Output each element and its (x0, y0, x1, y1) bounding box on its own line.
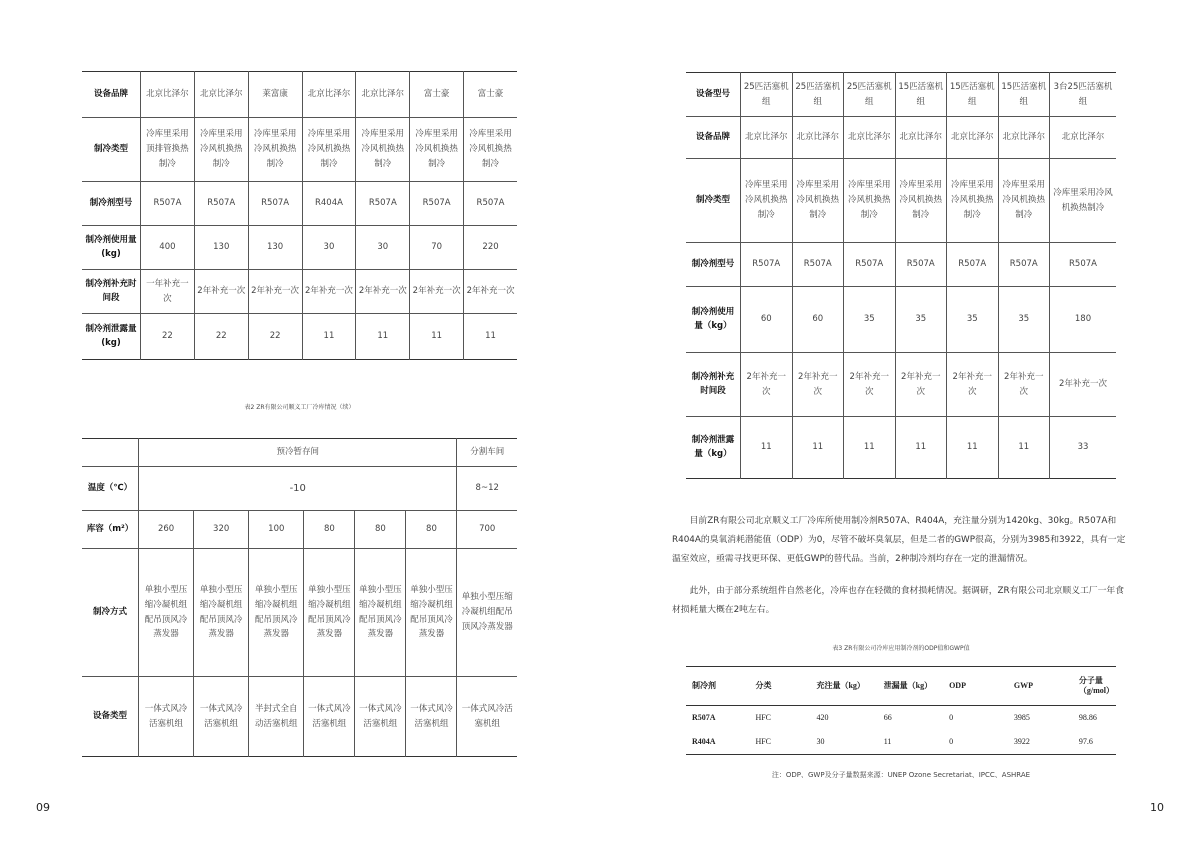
table-row (82, 118, 517, 182)
row-header: 设备型号 (695, 88, 730, 99)
table-cell: 北京比泽尔 (194, 72, 248, 118)
table-cell: 一体式风冷活塞机组 (304, 677, 355, 757)
column-header: ODP (943, 667, 1008, 706)
table-cell: 11 (895, 417, 947, 479)
table-cell: 单独小型压缩冷凝机组配吊顶风冷蒸发器 (355, 549, 406, 677)
table-cell: 30 (816, 737, 825, 746)
table-row (82, 226, 517, 270)
table-cell: 11 (464, 314, 517, 360)
table-caption: 表2 ZR有限公司顺义工厂冷库情况（续） (244, 404, 355, 411)
table-cell: 130 (248, 226, 302, 270)
table-row (82, 511, 517, 549)
table-cell: 22 (248, 314, 302, 360)
table-cell: 80 (355, 511, 406, 549)
table-cell: 冷库里采用冷风机换热制冷 (356, 118, 410, 182)
table-cell: 冷库里采用冷风机换热制冷 (947, 159, 999, 243)
table-cell: 60 (792, 287, 844, 353)
table-cell: R507A (947, 243, 999, 287)
table-row (686, 706, 1116, 731)
table-cell: 冷库里采用冷风机换热制冷 (998, 159, 1050, 243)
table-cell: 单独小型压缩冷凝机组配吊顶风冷蒸发器 (194, 549, 249, 677)
row-header: 设备类型 (82, 677, 139, 757)
table-cell: 11 (741, 417, 793, 479)
table-cell: 北京比泽尔 (141, 72, 195, 118)
table-cell: 富士豪 (464, 72, 517, 118)
table-cell: 一体式风冷活塞机组 (194, 677, 249, 757)
row-header: 制冷类型 (686, 159, 741, 243)
table-row (82, 467, 517, 511)
table-cell: 冷库里采用冷风机换热制冷 (248, 118, 302, 182)
column-header: 泄漏量（kg） (878, 667, 943, 706)
table-cell: 35 (895, 287, 947, 353)
table-cell: 66 (883, 713, 892, 722)
table-cell: 2年补充一次 (947, 353, 999, 417)
table-cell: 冷库里采用冷风机换热制冷 (741, 159, 793, 243)
table-cell: 11 (947, 417, 999, 479)
table-cell: 11 (844, 417, 896, 479)
row-header: 制冷类型 (82, 118, 141, 182)
table-cell: 莱富康 (248, 72, 302, 118)
table-cell: HFC (755, 713, 772, 722)
table-cell: 30 (302, 226, 356, 270)
table-cell: 2年补充一次 (1050, 353, 1117, 417)
page-number-right: 10 (1150, 801, 1164, 814)
table-cell: 15匹活塞机组 (947, 73, 999, 117)
table-cell: 北京比泽尔 (302, 72, 356, 118)
row-header: 制冷方式 (82, 549, 139, 677)
table-cell: 700 (457, 511, 517, 549)
table-cell: R507A (248, 182, 302, 226)
table-cell: 北京比泽尔 (998, 117, 1050, 159)
table-caption: 表3 ZR有限公司冷库应用制冷剂的ODP值和GWP值 (832, 645, 970, 652)
table-cell: 单独小型压缩冷凝机组配吊顶风冷蒸发器 (249, 549, 304, 677)
table-cell: 80 (304, 511, 355, 549)
table-cell: 260 (139, 511, 194, 549)
table-cell: 3台25匹活塞机组 (1050, 73, 1117, 117)
page-number-left: 09 (36, 801, 50, 814)
table-cell: R507A (692, 713, 716, 722)
table-cell: 220 (464, 226, 517, 270)
table-cell: 420 (816, 713, 829, 722)
table-cell: 一体式风冷活塞机组 (355, 677, 406, 757)
table-cell: 一体式风冷活塞机组 (406, 677, 457, 757)
refrigerant-table (686, 666, 1116, 755)
table-row (686, 73, 1116, 117)
table-cell: 2年补充一次 (844, 353, 896, 417)
table-cell: R507A (895, 243, 947, 287)
table-cell: 冷库里采用冷风机换热制冷 (792, 159, 844, 243)
table-cell: 22 (141, 314, 195, 360)
table-cell: 25匹活塞机组 (741, 73, 793, 117)
table-cell: 15匹活塞机组 (998, 73, 1050, 117)
table-cell: 单独小型压缩冷凝机组配吊顶风冷蒸发器 (457, 549, 517, 677)
row-header: 制冷剂泄露量(kg) (82, 314, 141, 360)
column-header: 充注量（kg） (810, 667, 877, 706)
table-cell: 30 (356, 226, 410, 270)
table-cell: 单独小型压缩冷凝机组配吊顶风冷蒸发器 (304, 549, 355, 677)
table-cell: 北京比泽尔 (947, 117, 999, 159)
table-cell: 25匹活塞机组 (792, 73, 844, 117)
table-cell: 11 (356, 314, 410, 360)
column-header: 分类 (749, 667, 810, 706)
table-cell: R507A (1050, 243, 1117, 287)
column-header: GWP (1008, 667, 1073, 706)
table-row (686, 730, 1116, 755)
table-cell: 22 (194, 314, 248, 360)
table-cell: R507A (844, 243, 896, 287)
table-cell: R507A (410, 182, 464, 226)
table-cell: 冷库里采用冷风机换热制冷 (302, 118, 356, 182)
equipment-table-3 (686, 72, 1116, 479)
table-cell: 25匹活塞机组 (844, 73, 896, 117)
table-cell: R507A (998, 243, 1050, 287)
table-cell: 冷库里采用冷风机换热制冷 (464, 118, 517, 182)
table-cell: 11 (998, 417, 1050, 479)
row-header: 制冷剂使用量(kg) (82, 226, 141, 270)
table-row (686, 117, 1116, 159)
table-cell: 320 (194, 511, 249, 549)
table-cell: R507A (792, 243, 844, 287)
table-cell: 冷库里采用冷风机换热制冷 (895, 159, 947, 243)
table-cell: 半封式全自动活塞机组 (249, 677, 304, 757)
table-cell: 冷库里采用冷风机换热制冷 (410, 118, 464, 182)
table-cell: R507A (464, 182, 517, 226)
table-cell: 15匹活塞机组 (895, 73, 947, 117)
table-cell: 单独小型压缩冷凝机组配吊顶风冷蒸发器 (139, 549, 194, 677)
table-cell: 2年补充一次 (302, 270, 356, 314)
table-cell: 100 (249, 511, 304, 549)
column-header: 制冷剂 (686, 667, 749, 706)
table-cell: 北京比泽尔 (895, 117, 947, 159)
table-note: 注：ODP、GWP及分子量数据来源：UNEP Ozone Secretariat、IPCC、ASHRAE (771, 771, 1031, 779)
table-cell: 一体式风冷活塞机组 (457, 677, 517, 757)
body-paragraph-2: 此外，由于部分系统组件自然老化，冷库也存在轻微的食材损耗情况。据调研，ZR有限公司北京顺义工厂一年食材损耗量大概在2吨左右。 (672, 586, 1124, 615)
row-header: 设备品牌 (93, 88, 128, 99)
table-cell: 11 (792, 417, 844, 479)
row-header: 制冷剂补充时间段 (82, 270, 141, 314)
table-cell: 180 (1050, 287, 1117, 353)
table-header-row (686, 667, 1116, 706)
table-cell: 冷库里采用冷风机换热制冷 (1050, 159, 1117, 243)
table-row (686, 353, 1116, 417)
table-cell: R404A (302, 182, 356, 226)
table-cell: HFC (755, 737, 772, 746)
table-cell: 北京比泽尔 (792, 117, 844, 159)
table-cell: 冷库里采用冷风机换热制冷 (844, 159, 896, 243)
table-cell: 11 (410, 314, 464, 360)
table-row (82, 439, 517, 467)
row-header: 库容（m²） (82, 511, 139, 549)
table-cell: 北京比泽尔 (844, 117, 896, 159)
table-cell: 3985 (1013, 713, 1030, 722)
table-cell: 98.86 (1078, 713, 1097, 722)
column-header: 分子量（g/mol） (1073, 667, 1116, 706)
table-row (82, 549, 517, 677)
table-cell: 冷库里采用顶排管换热制冷 (141, 118, 195, 182)
column-header: 分割车间 (457, 439, 517, 467)
table-cell: 2年补充一次 (356, 270, 410, 314)
table-cell: 2年补充一次 (194, 270, 248, 314)
table-row (686, 287, 1116, 353)
table-cell: 北京比泽尔 (356, 72, 410, 118)
table-cell: 11 (883, 737, 892, 746)
table-cell: 一年补充一次 (141, 270, 195, 314)
table-row (686, 417, 1116, 479)
table-cell: 400 (141, 226, 195, 270)
equipment-table-1 (82, 71, 517, 360)
body-paragraph-1: 目前ZR有限公司北京顺义工厂冷库所使用制冷剂R507A、R404A，充注量分别为1420kg、30kg。R507A和R404A的臭氧消耗潜能值（ODP）为0，尽管不破坏臭氧层，但是二者的GWP很高，分别为3985和3922，具有一定温室效应，亟需寻找更环保、更低GWP的替代品。当前，2种制冷剂均存在一定的泄漏情况。 (672, 516, 1126, 564)
row-header: 制冷剂补充时间段 (686, 353, 741, 417)
table-cell: 富士豪 (410, 72, 464, 118)
table-cell: -10 (139, 467, 457, 511)
blank-cell (82, 439, 139, 467)
table-cell: 2年补充一次 (410, 270, 464, 314)
table-cell: 2年补充一次 (895, 353, 947, 417)
table-cell: 97.6 (1078, 737, 1093, 746)
table-row (82, 72, 517, 118)
row-header: 温度（℃） (82, 467, 139, 511)
table-cell: R507A (356, 182, 410, 226)
table-cell: 35 (998, 287, 1050, 353)
table-row (686, 243, 1116, 287)
table-cell: 80 (406, 511, 457, 549)
table-cell: 北京比泽尔 (741, 117, 793, 159)
table-cell: 130 (194, 226, 248, 270)
table-cell: 35 (844, 287, 896, 353)
table-cell: 70 (410, 226, 464, 270)
table-cell: 35 (947, 287, 999, 353)
table-row (82, 270, 517, 314)
table-cell: 2年补充一次 (998, 353, 1050, 417)
table-cell: 单独小型压缩冷凝机组配吊顶风冷蒸发器 (406, 549, 457, 677)
table-cell: 11 (302, 314, 356, 360)
table-cell: 8~12 (457, 467, 517, 511)
table-row (82, 314, 517, 360)
row-header: 制冷剂型号 (686, 243, 741, 287)
table-cell: 2年补充一次 (248, 270, 302, 314)
row-header: 制冷剂使用量（kg） (686, 287, 741, 353)
table-row (82, 182, 517, 226)
row-header: 设备品牌 (686, 117, 741, 159)
table-cell: R507A (141, 182, 195, 226)
table-cell: 33 (1050, 417, 1117, 479)
row-header: 制冷剂泄露量（kg） (686, 417, 741, 479)
column-header: 预冷暂存间 (139, 439, 457, 467)
table-row (82, 677, 517, 757)
cold-storage-table (82, 438, 517, 757)
table-cell: 北京比泽尔 (1050, 117, 1117, 159)
table-cell: 60 (741, 287, 793, 353)
table-cell: 一体式风冷活塞机组 (139, 677, 194, 757)
table-cell: 0 (949, 713, 954, 722)
table-cell: R507A (194, 182, 248, 226)
table-cell: R404A (692, 737, 716, 746)
table-cell: 2年补充一次 (792, 353, 844, 417)
row-header: 制冷剂型号 (82, 182, 141, 226)
table-row (686, 159, 1116, 243)
table-cell: R507A (741, 243, 793, 287)
table-cell: 3922 (1013, 737, 1030, 746)
table-cell: 0 (949, 737, 954, 746)
table-cell: 冷库里采用冷风机换热制冷 (194, 118, 248, 182)
table-cell: 2年补充一次 (741, 353, 793, 417)
table-cell: 2年补充一次 (464, 270, 517, 314)
